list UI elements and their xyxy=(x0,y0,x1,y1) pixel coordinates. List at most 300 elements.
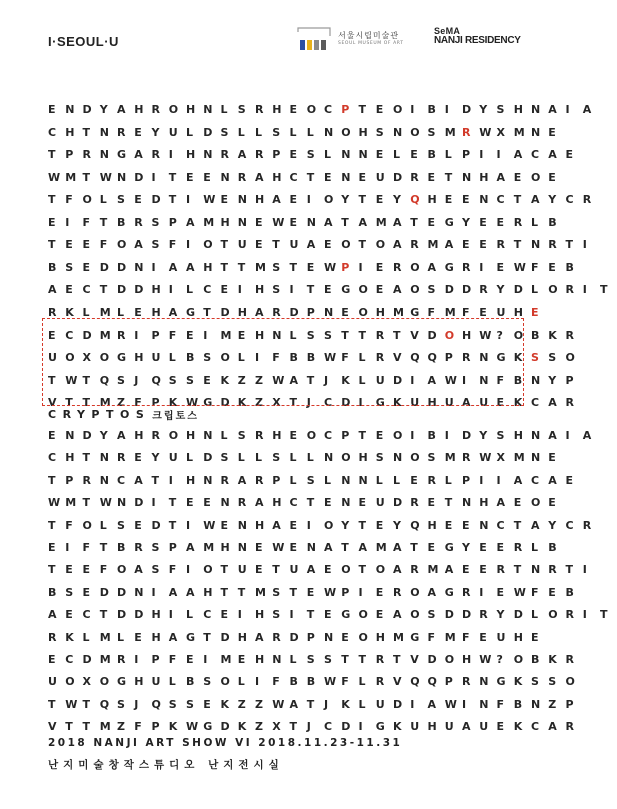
grid-letter: G xyxy=(117,675,127,689)
grid-letter: M xyxy=(220,653,232,666)
grid-letter: W xyxy=(272,215,285,229)
grid-letter: T xyxy=(220,260,229,274)
grid-letter: A xyxy=(531,193,540,207)
grid-letter: E xyxy=(255,215,263,229)
grid-letter: M xyxy=(444,451,456,465)
grid-letter: A xyxy=(186,585,195,599)
grid-letter: N xyxy=(65,103,75,116)
grid-letter: K xyxy=(513,675,523,689)
grid-letter: F xyxy=(427,630,436,644)
grid-letter: T xyxy=(220,585,229,599)
grid-letter: H xyxy=(255,653,265,666)
header xyxy=(0,0,568,80)
grid-letter: T xyxy=(444,170,453,184)
grid-letter: Q xyxy=(410,518,420,532)
grid-letter: A xyxy=(548,473,557,487)
grid-letter: J xyxy=(134,697,139,711)
grid-letter: I xyxy=(444,429,449,442)
grid-letter: S xyxy=(237,103,246,116)
grid-letter: J xyxy=(324,697,329,711)
grid-letter: R xyxy=(375,675,385,689)
grid-letter: E xyxy=(496,260,505,274)
grid-letter: E xyxy=(186,496,194,510)
grid-letter: J xyxy=(306,720,311,734)
grid-letter: F xyxy=(341,675,349,689)
grid-letter: T xyxy=(48,373,56,387)
grid-letter: A xyxy=(358,215,368,229)
grid-letter: R xyxy=(565,653,574,666)
grid-letter: I xyxy=(134,653,139,666)
grid-letter: E xyxy=(203,373,211,387)
grid-letter: P xyxy=(306,305,315,319)
grid-letter: T xyxy=(48,148,56,162)
grid-letter: E xyxy=(255,541,263,554)
grid-letter: E xyxy=(496,720,505,734)
grid-letter: D xyxy=(462,283,472,297)
grid-letter: E xyxy=(289,148,298,162)
grid-letter: S xyxy=(427,451,436,465)
grid-letter: B xyxy=(117,215,126,229)
grid-letter: F xyxy=(82,215,91,229)
grid-letter: F xyxy=(82,541,91,554)
grid-letter: R xyxy=(479,283,488,297)
grid-letter: Q xyxy=(99,373,110,387)
grid-letter: E xyxy=(82,585,91,599)
grid-letter: N xyxy=(99,148,109,162)
grid-letter: L xyxy=(237,451,245,465)
grid-letter: W xyxy=(324,585,337,599)
grid-letter: R xyxy=(255,148,264,162)
grid-letter: T xyxy=(82,697,91,711)
grid-letter: I xyxy=(358,260,363,274)
grid-letter: W xyxy=(203,518,216,532)
grid-letter: B xyxy=(306,351,316,365)
grid-letter: O xyxy=(410,608,420,622)
grid-letter: Y xyxy=(462,215,470,229)
grid-letter: E xyxy=(134,451,142,465)
grid-letter: P xyxy=(65,148,74,162)
grid-letter: N xyxy=(462,170,472,184)
grid-letter: E xyxy=(479,630,487,644)
grid-letter: T xyxy=(48,238,56,252)
grid-letter: N xyxy=(220,170,230,184)
grid-row xyxy=(48,213,566,232)
grid-letter: S xyxy=(151,563,160,577)
grid-letter: Z xyxy=(255,720,263,734)
grid-letter: N xyxy=(306,215,316,229)
grid-letter: F xyxy=(134,396,142,410)
grid-letter: E xyxy=(186,328,194,342)
grid-letter: T xyxy=(410,541,418,554)
grid-letter: W xyxy=(513,260,526,274)
grid-letter: A xyxy=(427,697,437,711)
grid-row xyxy=(48,672,583,691)
grid-letter: A xyxy=(427,373,437,387)
grid-letter: M xyxy=(203,541,215,554)
grid-letter: G xyxy=(375,396,385,410)
grid-letter: X xyxy=(272,396,281,410)
grid-letter: A xyxy=(117,429,126,442)
grid-letter: K xyxy=(341,697,350,711)
grid-letter: Y xyxy=(393,518,401,532)
grid-letter: R xyxy=(565,720,574,734)
grid-letter: E xyxy=(427,541,436,554)
grid-letter: N xyxy=(324,451,334,465)
grid-letter: F xyxy=(168,238,177,252)
grid-letter: G xyxy=(117,148,127,162)
grid-letter: P xyxy=(341,103,350,116)
grid-letter: P xyxy=(151,396,160,410)
grid-letter: E xyxy=(48,103,56,116)
grid-letter: T xyxy=(565,238,574,252)
grid-letter: E xyxy=(427,496,436,510)
grid-letter: H xyxy=(427,396,437,410)
grid-letter: L xyxy=(358,351,366,365)
grid-letter: E xyxy=(375,260,384,274)
grid-letter: S xyxy=(324,653,332,666)
grid-letter: W xyxy=(186,720,199,734)
grid-letter: P xyxy=(168,541,177,554)
grid-letter: U xyxy=(151,675,161,689)
grid-letter: D xyxy=(341,720,351,734)
grid-letter: D xyxy=(513,283,523,297)
grid-letter: T xyxy=(306,283,315,297)
grid-letter: D xyxy=(82,103,92,116)
grid-letter: R xyxy=(151,103,160,116)
grid-letter: Q xyxy=(410,351,420,365)
grid-letter: O xyxy=(548,283,558,297)
grid-letter: Y xyxy=(548,193,557,207)
grid-letter: E xyxy=(462,238,470,252)
grid-letter: D xyxy=(99,260,109,274)
grid-letter: R xyxy=(548,238,557,252)
grid-letter: J xyxy=(306,396,311,410)
grid-letter: N xyxy=(203,473,213,487)
grid-letter: M xyxy=(513,125,525,139)
grid-letter: V xyxy=(410,653,419,666)
grid-letter: H xyxy=(134,103,144,116)
grid-letter: H xyxy=(237,305,247,319)
grid-letter: W xyxy=(479,653,492,666)
grid-letter: N xyxy=(341,148,351,162)
grid-letter: E xyxy=(444,518,453,532)
grid-letter: E xyxy=(237,328,246,342)
grid-letter: D xyxy=(462,429,472,442)
grid-letter: M xyxy=(513,451,525,465)
grid-letter: B xyxy=(289,675,298,689)
grid-letter: O xyxy=(444,328,455,342)
grid-letter: S xyxy=(375,125,384,139)
grid-row xyxy=(48,326,583,345)
grid-letter: T xyxy=(306,170,315,184)
grid-letter: W xyxy=(324,675,337,689)
grid-letter: E xyxy=(255,238,263,252)
grid-letter: M xyxy=(99,328,111,342)
grid-letter: L xyxy=(117,630,125,644)
grid-letter: T xyxy=(99,215,108,229)
grid-letter: M xyxy=(393,305,404,319)
grid-letter: P xyxy=(65,473,74,487)
grid-letter: A xyxy=(548,429,557,442)
grid-letter: E xyxy=(479,541,487,554)
grid-letter: S xyxy=(117,518,125,532)
grid-letter: G xyxy=(203,720,213,734)
grid-letter: L xyxy=(531,541,539,554)
grid-letter: E xyxy=(479,238,487,252)
grid-letter: T xyxy=(82,451,91,465)
grid-letter: B xyxy=(186,351,195,365)
grid-letter: E xyxy=(358,170,367,184)
grid-letter: U xyxy=(151,351,161,365)
grid-letter: G xyxy=(444,541,454,554)
grid-letter: H xyxy=(186,103,196,116)
grid-letter: E xyxy=(220,193,229,207)
grid-row xyxy=(48,168,566,187)
grid-letter: W xyxy=(186,396,199,410)
grid-letter: H xyxy=(134,351,144,365)
grid-letter: L xyxy=(358,373,366,387)
grid-letter: G xyxy=(444,260,454,274)
grid-letter: D xyxy=(393,697,403,711)
grid-letter: D xyxy=(444,283,454,297)
grid-letter: M xyxy=(99,720,111,734)
grid-letter: E xyxy=(375,148,384,162)
grid-letter: T xyxy=(289,585,298,599)
grid-letter: I xyxy=(306,193,311,207)
grid-letter: R xyxy=(410,496,419,510)
grid-letter: A xyxy=(393,215,402,229)
grid-letter: I xyxy=(565,429,570,442)
grid-letter: B xyxy=(548,541,557,554)
grid-row xyxy=(48,471,583,490)
grid-letter: L xyxy=(444,473,452,487)
grid-letter: L xyxy=(289,125,297,139)
grid-letter: ? xyxy=(496,653,503,666)
grid-letter: S xyxy=(168,373,177,387)
grid-letter: H xyxy=(151,283,161,297)
grid-letter: I xyxy=(168,283,173,297)
grid-letter: O xyxy=(375,563,386,577)
grid-letter: R xyxy=(151,429,160,442)
grid-letter: N xyxy=(531,373,541,387)
grid-letter: M xyxy=(393,630,404,644)
grid-letter: F xyxy=(99,563,108,577)
grid-letter: P xyxy=(151,653,160,666)
grid-letter: N xyxy=(203,103,213,116)
grid-letter: R xyxy=(255,103,264,116)
grid-letter: S xyxy=(427,125,436,139)
grid-letter: M xyxy=(444,630,456,644)
grid-letter: J xyxy=(134,373,139,387)
grid-letter: I xyxy=(462,697,467,711)
grid-letter: O xyxy=(220,675,230,689)
grid-letter: R xyxy=(393,585,402,599)
grid-letter: I xyxy=(410,373,415,387)
grid-letter: F xyxy=(462,305,470,319)
grid-letter: H xyxy=(255,283,265,297)
grid-letter: A xyxy=(582,103,592,116)
grid-letter: T xyxy=(341,541,349,554)
grid-letter: I xyxy=(479,148,484,162)
grid-letter: K xyxy=(220,697,230,711)
grid-letter: K xyxy=(168,396,178,410)
grid-letter: G xyxy=(341,283,351,297)
grid-letter: S xyxy=(324,328,332,342)
grid-row xyxy=(48,426,600,445)
grid-letter: U xyxy=(375,697,385,711)
grid-letter: I xyxy=(203,328,208,342)
grid-letter: L xyxy=(289,451,297,465)
grid-letter: E xyxy=(289,541,298,554)
grid-letter: R xyxy=(513,215,523,229)
grid-letter: T xyxy=(358,653,367,666)
grid-letter: T xyxy=(48,193,56,207)
grid-letter: D xyxy=(513,608,523,622)
grid-letter: H xyxy=(220,541,230,554)
grid-letter: D xyxy=(117,608,127,622)
grid-letter: B xyxy=(117,541,126,554)
grid-letter: O xyxy=(393,429,403,442)
grid-letter: H xyxy=(513,103,523,116)
grid-letter: I xyxy=(410,429,415,442)
grid-letter: B xyxy=(513,697,523,711)
grid-letter: N xyxy=(203,429,213,442)
grid-letter: I xyxy=(255,351,260,365)
grid-letter: O xyxy=(358,305,368,319)
grid-letter: W xyxy=(272,697,285,711)
grid-letter: K xyxy=(168,720,178,734)
grid-row xyxy=(48,123,566,142)
grid-letter: A xyxy=(134,473,143,487)
grid-letter: T xyxy=(82,396,91,410)
grid-row xyxy=(48,538,566,557)
grid-letter: O xyxy=(99,675,110,689)
grid-letter: N xyxy=(462,496,472,510)
grid-letter: K xyxy=(65,305,74,319)
grid-letter: S xyxy=(306,328,315,342)
grid-letter: P xyxy=(272,148,281,162)
grid-letter: E xyxy=(186,653,194,666)
grid-letter: F xyxy=(531,585,539,599)
grid-letter: H xyxy=(237,630,247,644)
grid-letter: C xyxy=(289,496,298,510)
grid-letter: O xyxy=(203,238,213,252)
grid-letter: L xyxy=(358,697,366,711)
grid-letter: S xyxy=(151,541,160,554)
grid-letter: S xyxy=(168,697,177,711)
grid-letter: E xyxy=(134,518,142,532)
grid-letter: A xyxy=(548,720,557,734)
grid-letter: D xyxy=(117,585,127,599)
title-ko: 크립토스 xyxy=(152,410,199,422)
grid-letter: S xyxy=(272,451,281,465)
grid-letter: O xyxy=(444,653,455,666)
grid-letter: H xyxy=(255,328,265,342)
grid-letter: E xyxy=(48,215,56,229)
grid-letter: K xyxy=(548,653,557,666)
grid-row xyxy=(48,448,566,467)
grid-letter: N xyxy=(324,125,334,139)
grid-letter: D xyxy=(203,125,213,139)
grid-letter: E xyxy=(220,283,229,297)
grid-row xyxy=(48,695,583,714)
grid-letter: C xyxy=(496,193,505,207)
grid-letter: D xyxy=(134,170,144,184)
grid-letter: S xyxy=(272,608,281,622)
grid-letter: O xyxy=(324,193,334,207)
grid-letter: W xyxy=(444,697,457,711)
grid-letter: M xyxy=(203,215,215,229)
grid-letter: Q xyxy=(410,193,420,207)
grid-letter: N xyxy=(358,148,368,162)
grid-letter: I xyxy=(289,608,294,622)
grid-letter: J xyxy=(324,373,329,387)
grid-letter: W xyxy=(99,170,112,184)
grid-letter: T xyxy=(600,608,608,622)
grid-letter: A xyxy=(168,585,178,599)
grid-letter: A xyxy=(255,170,264,184)
grid-letter: R xyxy=(479,608,488,622)
grid-letter: O xyxy=(410,585,420,599)
grid-letter: T xyxy=(393,328,401,342)
title-en: CRYPTOS xyxy=(48,407,151,421)
grid-letter: A xyxy=(427,260,437,274)
grid-letter: D xyxy=(99,585,109,599)
grid-letter: A xyxy=(289,697,299,711)
grid-letter: X xyxy=(496,451,505,465)
grid-letter: H xyxy=(203,260,213,274)
grid-letter: H xyxy=(255,608,265,622)
grid-letter: R xyxy=(237,170,247,184)
grid-letter: M xyxy=(255,585,266,599)
grid-letter: X xyxy=(272,720,281,734)
grid-letter: K xyxy=(393,720,402,734)
grid-letter: D xyxy=(117,283,127,297)
grid-letter: R xyxy=(151,148,160,162)
grid-letter: D xyxy=(427,328,437,342)
grid-letter: Q xyxy=(151,373,161,387)
grid-letter: R xyxy=(462,260,471,274)
grid-row xyxy=(48,650,583,669)
grid-letter: A xyxy=(255,305,264,319)
grid-letter: E xyxy=(82,238,91,252)
grid-letter: U xyxy=(289,238,299,252)
grid-letter: M xyxy=(65,170,77,184)
grid-letter: F xyxy=(65,193,73,207)
grid-letter: S xyxy=(306,473,315,487)
grid-letter: R xyxy=(272,305,281,319)
grid-letter: R xyxy=(255,429,264,442)
grid-letter: N xyxy=(203,148,213,162)
grid-letter: M xyxy=(99,396,111,410)
grid-letter: S xyxy=(117,697,125,711)
grid-letter: E xyxy=(375,518,384,532)
grid-letter: M xyxy=(375,541,387,554)
grid-letter: I xyxy=(462,373,467,387)
grid-letter: E xyxy=(48,429,56,442)
grid-letter: O xyxy=(513,328,524,342)
grid-letter: S xyxy=(220,125,229,139)
grid-letter: T xyxy=(99,283,108,297)
grid-letter: D xyxy=(220,720,230,734)
grid-letter: M xyxy=(220,328,232,342)
grid-letter: P xyxy=(565,373,574,387)
grid-letter: R xyxy=(582,193,592,207)
grid-letter: I xyxy=(358,585,363,599)
grid-letter: P xyxy=(565,697,574,711)
grid-letter: E xyxy=(479,563,487,577)
grid-letter: V xyxy=(410,328,419,342)
